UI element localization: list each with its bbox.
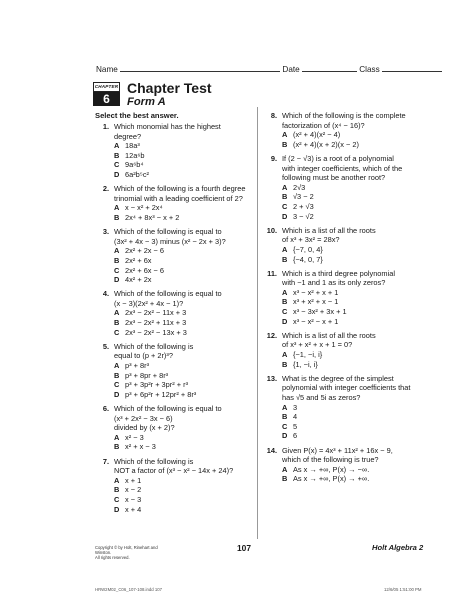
option-letter: D <box>282 431 288 441</box>
answer-option[interactable] <box>114 275 253 285</box>
option-letter: C <box>282 421 288 431</box>
answer-option[interactable] <box>282 212 433 222</box>
question-number: 3. <box>102 227 109 237</box>
option-text: {−4, 0, 7} <box>293 254 323 264</box>
option-text: (x² + 4)(x + 2)(x − 2) <box>293 139 359 149</box>
option-letter: A <box>282 287 288 297</box>
question-text: Which is a third degree polynomial with −1 and 1 as its only zeros? <box>282 268 395 288</box>
option-text: 2√3 <box>293 182 306 192</box>
chapter-number: 6 <box>93 92 120 106</box>
question-item <box>263 154 433 221</box>
print-timestamp: 12/6/05 1:51:00 PM <box>384 587 422 592</box>
option-letter: B <box>114 442 120 452</box>
question-number: 2. <box>102 184 109 194</box>
chapter-label: CHAPTER <box>93 82 120 92</box>
question-number: 9. <box>270 153 277 163</box>
option-text: p³ + 3p²r + 3pr² + r³ <box>125 380 189 390</box>
answer-option[interactable] <box>114 380 253 390</box>
option-letter: A <box>282 402 288 412</box>
answer-option[interactable] <box>282 474 433 484</box>
question-text: If (2 − √3) is a root of a polynomial with integer coefficients, which of the following must be another root? <box>282 153 403 183</box>
answer-option[interactable] <box>114 151 253 161</box>
option-letter: C <box>114 160 120 170</box>
question-number: 14. <box>266 445 277 455</box>
option-text: x + 1 <box>125 475 142 485</box>
option-text: 5 <box>293 421 298 431</box>
option-text: √3 − 2 <box>293 192 314 202</box>
answer-option[interactable] <box>282 317 433 327</box>
option-letter: C <box>282 307 288 317</box>
question-number: 5. <box>102 341 109 351</box>
answer-option[interactable] <box>114 213 253 223</box>
answer-option[interactable] <box>282 350 433 360</box>
question-item <box>263 446 433 484</box>
question-text: What is the degree of the simplest polynomial with integer coefficients that has √5 and 5i as zeros? <box>282 373 411 402</box>
option-letter: B <box>282 139 288 149</box>
option-text: 2x³ − 2x² − 11x + 3 <box>125 308 187 318</box>
answer-option[interactable] <box>282 140 433 150</box>
question-text: Which is a list of all the roots of x³ + x² + x + 1 = 0? <box>282 330 376 350</box>
answer-option[interactable] <box>114 203 253 213</box>
question-text: Which monomial has the highest degree? <box>114 122 221 141</box>
option-text: x² − 3 <box>125 432 144 442</box>
question-number: 8. <box>270 111 277 120</box>
question-item <box>95 404 253 452</box>
option-text: 12a⁶b <box>125 150 145 160</box>
class-blank <box>382 64 442 72</box>
answer-option[interactable] <box>282 255 433 265</box>
answer-option[interactable] <box>282 192 433 202</box>
answer-option[interactable] <box>282 403 433 413</box>
option-text: 3 <box>293 402 298 412</box>
answer-option[interactable] <box>114 390 253 400</box>
name-blank <box>120 64 280 72</box>
left-question-column <box>95 122 253 519</box>
option-letter: D <box>282 211 288 221</box>
option-letter: C <box>114 327 120 337</box>
option-text: 2x² + 2x − 6 <box>125 246 165 256</box>
file-slug: HRW2M02_C06_107-108.indd 107 <box>95 587 163 592</box>
answer-option[interactable] <box>282 422 433 432</box>
option-text: x³ − x² + x + 1 <box>293 287 339 297</box>
option-text: 2 + √3 <box>293 201 314 211</box>
book-title: Holt Algebra 2 <box>372 543 424 552</box>
option-letter: B <box>282 359 288 369</box>
instructions: Select the best answer. <box>95 111 179 120</box>
answer-option[interactable] <box>114 318 253 328</box>
option-letter: D <box>114 169 120 179</box>
option-text: {−1, −i, i} <box>293 350 323 360</box>
answer-option[interactable] <box>114 361 253 371</box>
answer-option[interactable] <box>114 328 253 338</box>
option-letter: B <box>114 255 120 265</box>
option-letter: A <box>114 203 120 213</box>
question-item <box>95 227 253 285</box>
answer-option[interactable] <box>114 476 253 486</box>
option-text: x − 2 <box>125 485 142 495</box>
option-letter: D <box>114 275 120 285</box>
option-letter: B <box>282 192 288 202</box>
question-item <box>95 342 253 400</box>
option-letter: B <box>282 474 288 484</box>
right-question-column <box>263 111 433 489</box>
option-letter: C <box>114 265 120 275</box>
option-letter: B <box>114 212 120 222</box>
question-number: 4. <box>102 289 109 299</box>
option-text: 2x³ − 2x² + 11x + 3 <box>125 318 187 328</box>
answer-option[interactable] <box>114 266 253 276</box>
question-item <box>95 122 253 180</box>
option-letter: A <box>282 244 288 254</box>
answer-option[interactable] <box>114 256 253 266</box>
answer-option[interactable] <box>114 308 253 318</box>
question-number: 13. <box>266 373 277 383</box>
option-letter: B <box>114 485 120 495</box>
question-text: Which of the following is a fourth degree trinomial with a leading coefficient of 2? <box>114 184 246 203</box>
option-text: 2x³ − 2x² − 13x + 3 <box>125 327 187 337</box>
answer-option[interactable] <box>282 288 433 298</box>
answer-option[interactable] <box>114 495 253 505</box>
name-label: Name <box>96 65 118 74</box>
option-text: {1, −i, i} <box>293 359 318 369</box>
answer-option[interactable] <box>114 141 253 151</box>
option-letter: A <box>114 432 120 442</box>
option-letter: C <box>114 380 120 390</box>
form-subtitle: Form A <box>127 96 166 108</box>
question-number: 6. <box>102 404 109 413</box>
question-text: Which of the following is equal to (x³ + 2x² − 3x − 6) divided by (x + 2)? <box>114 404 222 433</box>
option-text: 6 <box>293 431 298 441</box>
option-letter: B <box>114 318 120 328</box>
question-number: 1. <box>102 122 109 131</box>
question-number: 11. <box>267 268 277 278</box>
option-text: x − 3 <box>125 494 142 504</box>
question-text: Given P(x) = 4x³ + 11x² + 16x − 9, which of the following is true? <box>282 445 393 465</box>
answer-option[interactable] <box>114 170 253 180</box>
option-text: {−7, 0, 4} <box>293 244 323 254</box>
option-text: 2x⁴ + 8x³ − x + 2 <box>125 212 180 222</box>
question-item <box>263 226 433 264</box>
option-text: p³ + 8pr + 8r³ <box>125 370 169 380</box>
option-letter: C <box>114 494 120 504</box>
class-label: Class <box>359 65 380 74</box>
option-letter: A <box>114 475 120 485</box>
question-item <box>95 457 253 515</box>
question-number: 10. <box>266 225 277 235</box>
option-letter: D <box>114 389 120 399</box>
option-text: 6a²b⁵c² <box>125 169 150 179</box>
column-divider <box>257 107 258 539</box>
option-text: 4 <box>293 412 298 422</box>
question-item <box>263 111 433 149</box>
option-letter: A <box>114 361 120 371</box>
option-text: 3 − √2 <box>293 211 314 221</box>
option-text: (x² + 4)(x² − 4) <box>293 130 341 140</box>
question-number: 7. <box>102 456 109 466</box>
option-letter: D <box>114 504 120 514</box>
option-letter: A <box>282 350 288 360</box>
option-letter: D <box>282 316 288 326</box>
option-letter: A <box>114 308 120 318</box>
question-text: Which of the following is equal to (p + 2r)³? <box>114 341 194 361</box>
option-text: x³ − 3x² + 3x + 1 <box>293 307 347 317</box>
option-letter: B <box>282 297 288 307</box>
answer-option[interactable] <box>282 465 433 475</box>
option-letter: B <box>114 370 120 380</box>
answer-option[interactable] <box>114 371 253 381</box>
answer-option[interactable] <box>282 431 433 441</box>
question-text: Which of the following is equal to (x − 3)(2x² + 4x − 1)? <box>114 289 222 308</box>
answer-option[interactable] <box>114 160 253 170</box>
option-text: x + 4 <box>125 504 142 514</box>
option-text: 2x² + 6x − 6 <box>125 265 165 275</box>
option-text: x³ + x² + x − 1 <box>293 297 339 307</box>
date-blank <box>302 64 357 72</box>
option-text: x³ − x² − x + 1 <box>293 316 339 326</box>
answer-option[interactable] <box>282 130 433 140</box>
option-letter: A <box>114 141 120 151</box>
option-text: x² + x − 3 <box>125 442 156 452</box>
answer-option[interactable] <box>282 202 433 212</box>
date-label: Date <box>282 65 300 74</box>
question-text: Which of the following is the complete factorization of (x⁴ − 16)? <box>282 111 406 130</box>
option-letter: A <box>282 182 288 192</box>
option-letter: A <box>282 464 288 474</box>
answer-option[interactable] <box>282 183 433 193</box>
question-item <box>263 374 433 441</box>
option-letter: B <box>114 150 120 160</box>
question-item <box>95 184 253 222</box>
answer-option[interactable] <box>114 433 253 443</box>
option-text: As x → +∞, P(x) → −∞. <box>293 464 370 474</box>
option-text: 18a³ <box>125 141 140 151</box>
page-title: Chapter Test <box>127 80 212 96</box>
question-item <box>263 331 433 369</box>
option-text: p³ + 6p²r + 12pr² + 8r³ <box>125 389 197 399</box>
question-text: Which is a list of all the roots of x³ + 3x² = 28x? <box>282 225 376 245</box>
option-letter: C <box>282 201 288 211</box>
question-item <box>263 269 433 327</box>
answer-option[interactable] <box>114 246 253 256</box>
question-number: 12. <box>266 330 277 340</box>
question-text: Which of the following is NOT a factor of (x³ − x² − 14x + 24)? <box>114 456 234 476</box>
option-letter: A <box>114 246 120 256</box>
answer-option[interactable] <box>282 412 433 422</box>
answer-option[interactable] <box>114 442 253 452</box>
name-date-class-line <box>96 64 442 74</box>
page-number: 107 <box>237 543 251 553</box>
option-text: x − x² + 2x⁴ <box>125 203 163 213</box>
answer-option[interactable] <box>282 360 433 370</box>
answer-option[interactable] <box>114 485 253 495</box>
option-text: p³ + 8r³ <box>125 361 150 371</box>
copyright-notice: Copyright © by Holt, Rinehart and Winston. All rights reserved. <box>95 545 158 560</box>
answer-option[interactable] <box>114 505 253 515</box>
option-letter: B <box>282 254 288 264</box>
question-text: Which of the following is equal to (3x² + 4x − 3) minus (x² − 2x + 3)? <box>114 227 226 246</box>
option-letter: A <box>282 130 288 140</box>
option-text: As x → +∞, P(x) → +∞. <box>293 474 370 484</box>
question-item <box>95 289 253 337</box>
option-letter: B <box>282 412 288 422</box>
option-text: 2x² + 6x <box>125 255 152 265</box>
answer-option[interactable] <box>282 297 433 307</box>
answer-option[interactable] <box>282 245 433 255</box>
answer-option[interactable] <box>282 307 433 317</box>
option-text: 4x² + 2x <box>125 275 152 285</box>
chapter-badge <box>93 82 120 105</box>
option-text: 9a⁶b⁴ <box>125 160 144 170</box>
